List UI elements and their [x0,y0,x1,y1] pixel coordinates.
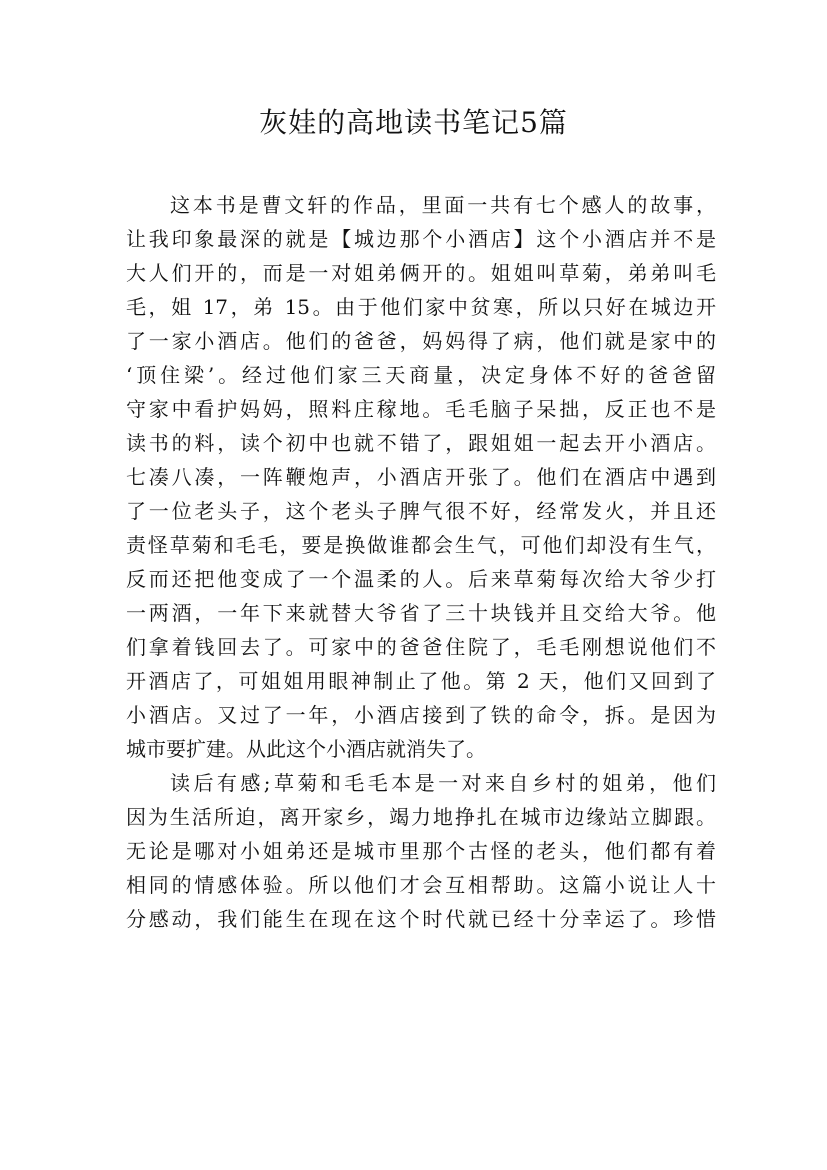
paragraph-1-line: 这本书是曹文轩的作品，里面一共有七个感人的故事， [170,193,716,217]
paragraph-2-line: 无论是哪对小姐弟还是城市里那个古怪的老头，他们都有着 [126,839,716,863]
paragraph-2-line: 读后有感;草菊和毛毛本是一对来自乡村的姐弟，他们 [170,771,716,795]
document-body [126,188,716,936]
paragraph-2-line: 分感动，我们能生在现在这个时代就已经十分幸运了。珍惜 [126,907,716,931]
paragraph-1-line: 反而还把他变成了一个温柔的人。后来草菊每次给大爷少打 [126,567,716,591]
paragraph-2-line: 因为生活所迫，离开家乡，竭力地挣扎在城市边缘站立脚跟。 [126,805,716,829]
paragraph-2-line: 相同的情感体验。所以他们才会互相帮助。这篇小说让人十 [126,873,716,897]
paragraph-1-line: 了一家小酒店。他们的爸爸，妈妈得了病，他们就是家中的 [126,329,716,353]
paragraph-1-line: 大人们开的，而是一对姐弟俩开的。姐姐叫草菊，弟弟叫毛 [126,261,716,285]
paragraph-1-line: 守家中看护妈妈，照料庄稼地。毛毛脑子呆拙，反正也不是 [126,397,716,421]
paragraph-1-line: 毛，姐 17，弟 15。由于他们家中贫寒，所以只好在城边开 [126,295,716,319]
paragraph-1-line: 们拿着钱回去了。可家中的爸爸住院了，毛毛刚想说他们不 [126,635,716,659]
paragraph-1-line: 小酒店。又过了一年，小酒店接到了铁的命令，拆。是因为 [126,703,716,727]
document-title: 灰娃的高地读书笔记5篇 [259,106,568,139]
paragraph-1-line: 让我印象最深的就是【城边那个小酒店】这个小酒店并不是 [126,227,716,251]
paragraph-1-line: 一两酒，一年下来就替大爷省了三十块钱并且交给大爷。他 [126,601,716,625]
paragraph-1-line: ‘顶住梁’。经过他们家三天商量，决定身体不好的爸爸留 [126,363,716,387]
paragraph-1-line: 读书的料，读个初中也就不错了，跟姐姐一起去开小酒店。 [126,431,716,455]
paragraph-1-line: 了一位老头子，这个老头子脾气很不好，经常发火，并且还 [126,499,716,523]
paragraph-1-line: 责怪草菊和毛毛，要是换做谁都会生气，可他们却没有生气， [126,533,716,557]
paragraph-1-line: 城市要扩建。从此这个小酒店就消失了。 [126,737,486,761]
paragraph-1-line: 七凑八凑，一阵鞭炮声，小酒店开张了。他们在酒店中遇到 [126,465,716,489]
paragraph-1-line: 开酒店了，可姐姐用眼神制止了他。第 2 天，他们又回到了 [126,669,716,693]
